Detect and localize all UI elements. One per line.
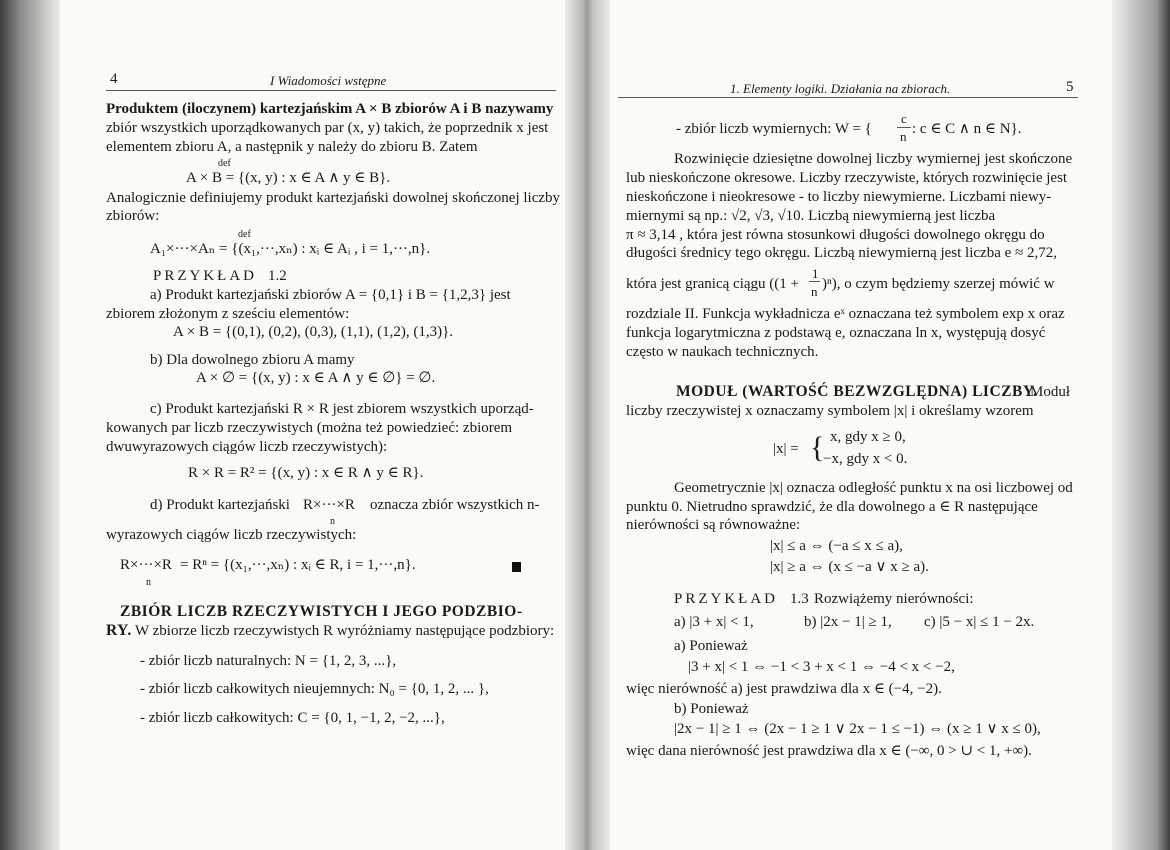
text-line: lub nieskończone okresowe. Liczby rzeczywiste, których rozwinięcie jest (626, 170, 1068, 186)
scan-shadow-left (0, 0, 60, 850)
text-line: nieskończone i nieokresowe - to liczby niewymierne. Liczbami niewy- (626, 189, 1052, 205)
text-line: c) Produkt kartezjański R × R jest zbiorem wszystkich uporząd- (150, 401, 534, 417)
text-line: długości średnicy tego okręgu. Liczbą niewymierną jest liczba e ≈ 2,72, (626, 245, 1058, 261)
text-line: d) Produkt kartezjański (150, 497, 290, 513)
fraction-num: c (901, 111, 907, 126)
running-head: I Wiadomości wstępne (270, 73, 387, 88)
formula: - zbiór liczb wymiernych: W = { (676, 121, 872, 137)
brace: { (810, 431, 825, 464)
text-line: nierówności są równoważne: (626, 517, 801, 533)
text-line: która jest granicą ciągu ((1 + (626, 276, 799, 292)
formula: |x| ≥ a ⇔ (x ≤ −a ∨ x ≥ a). (770, 559, 929, 575)
formula: −x, gdy x < 0. (823, 451, 908, 467)
text-line: b) Ponieważ (674, 701, 749, 717)
header-rule (106, 90, 556, 91)
formula: A × ∅ = {(x, y) : x ∈ A ∧ y ∈ ∅} = ∅. (196, 370, 436, 386)
formula: |2x − 1| ≥ 1 ⇔ (2x − 1 ≥ 1 ∨ 2x − 1 ≤ −1) ⇔ (x ≥ 1 ∨ x ≤ 0), (674, 721, 1041, 737)
text-line: rozdziale II. Funkcja wykładnicza eˣ oznaczana też symbolem exp x oraz (626, 306, 1065, 322)
text-line: liczby rzeczywistej x oznaczamy symbolem |x| i określamy wzorem (626, 403, 1034, 419)
formula: A × B = {(x, y) : x ∈ A ∧ y ∈ B}. (186, 170, 391, 186)
text-line: π ≈ 3,14 , która jest równa stosunkowi długości dowolnego okręgu do (626, 227, 1045, 243)
def-label: def (218, 158, 231, 169)
exercise-item: a) |3 + x| < 1, (674, 614, 754, 630)
formula: : c ∈ C ∧ n ∈ N}. (912, 121, 1022, 137)
header-rule (618, 97, 1078, 98)
text-line: funkcja logarytmiczna z podstawą e, oznaczana ln x, występują dosyć (626, 325, 1046, 341)
example-heading: PRZYKŁAD (674, 591, 779, 607)
example-number: 1.3 (790, 591, 809, 607)
text-line: zbiorem złożonym z sześciu elementów: (106, 306, 350, 322)
text-line: Analogicznie definiujemy produkt kartezjański dowolnej skończonej liczby (106, 190, 561, 206)
left-page (98, 0, 561, 850)
list-item: - zbiór liczb całkowitych: C = {0, 1, −1, 2, −2, ...}, (140, 710, 445, 726)
section-heading: ZBIÓR LICZB RZECZYWISTYCH I JEGO PODZBIO- (120, 603, 523, 620)
text-line: a) Ponieważ (674, 638, 748, 654)
text-line: miernymi są np.: √2, √3, √10. Liczbą niewymierną jest liczba (626, 208, 996, 224)
text-line: więc nierówność a) jest prawdziwa dla x ∈ (−4, −2). (626, 681, 942, 697)
formula: = Rⁿ = {(x₁,···,xₙ) : xᵢ ∈ R, i = 1,···,n}. (180, 557, 416, 573)
underbrace-label: n (330, 516, 335, 527)
book-gutter (565, 0, 610, 850)
formula: A × B = {(0,1), (0,2), (0,3), (1,1), (1,2), (1,3)}. (173, 324, 454, 340)
text-line: punktu 0. Nietrudno sprawdzić, że dla dowolnego a ∈ R następujące (626, 499, 1038, 515)
scan-shadow-right (1112, 0, 1170, 850)
formula: |x| = (773, 441, 799, 457)
text-line: oznacza zbiór wszystkich n- (370, 497, 540, 513)
formula: R × R = R² = {(x, y) : x ∈ R ∧ y ∈ R}. (188, 465, 424, 481)
fraction-num: 1 (812, 266, 819, 281)
page-number: 5 (1066, 79, 1074, 95)
text-line: zbiorów: (106, 208, 160, 224)
text-line: często w naukach technicznych. (626, 344, 819, 360)
text-line: Rozwiążemy nierówności: (814, 591, 974, 607)
example-heading: PRZYKŁAD (153, 268, 258, 284)
text-line: wyrazowych ciągów liczb rzeczywistych: (106, 527, 357, 543)
formula: x, gdy x ≥ 0, (830, 429, 906, 445)
underbrace-expr: R×···×R (303, 497, 355, 513)
fraction-den: n (900, 129, 907, 144)
text-line: )ⁿ), o czym będziemy szerzej mówić w (822, 276, 1055, 292)
text-line: dwuwyrazowych ciągów liczb rzeczywistych): (106, 439, 388, 455)
text-line: W zbiorze liczb rzeczywistych R wyróżniamy następujące podzbiory: (135, 623, 555, 639)
example-number: 1.2 (268, 268, 287, 284)
text-line: Geometrycznie |x| oznacza odległość punktu x na osi liczbowej od (674, 480, 1073, 496)
text-line: zbiór wszystkich uporządkowanych par (x, y) takich, że poprzednik x jest (106, 120, 549, 136)
text-line: Moduł (1030, 384, 1071, 400)
list-item: - zbiór liczb naturalnych: N = {1, 2, 3, ...}, (140, 653, 397, 669)
underbrace-label: n (146, 577, 151, 588)
text-line: więc dana nierówność jest prawdziwa dla x ∈ (−∞, 0 > ∪ < 1, +∞). (626, 743, 1032, 759)
fraction-den: n (811, 284, 818, 299)
text-line: Rozwinięcie dziesiętne dowolnej liczby wymiernej jest skończone (674, 151, 1073, 167)
text-line: Produktem (iloczynem) kartezjańskim A × B zbiorów A i B nazywamy (106, 101, 554, 117)
def-label: def (238, 229, 251, 240)
exercise-item: b) |2x − 1| ≥ 1, (804, 614, 892, 630)
section-heading: MODUŁ (WARTOŚĆ BEZWZGLĘDNA) LICZBY. (676, 383, 1038, 400)
underbrace-expr: R×···×R (120, 557, 172, 573)
running-head: 1. Elementy logiki. Działania na zbiorach. (730, 81, 951, 96)
section-heading-cont: RY. (106, 622, 132, 639)
text-line: elementem zbioru A, a następnik y należy do zbioru B. Zatem (106, 139, 478, 155)
formula: |3 + x| < 1 ⇔ −1 < 3 + x < 1 ⇔ −4 < x < −2, (688, 659, 955, 675)
formula: A₁×···×Aₙ = {(x₁,···,xₙ) : xᵢ ∈ Aᵢ , i = 1,···,n}. (150, 241, 431, 257)
right-page (618, 0, 1080, 850)
formula: |x| ≤ a ⇔ (−a ≤ x ≤ a), (770, 538, 903, 554)
end-of-example-mark (512, 562, 521, 572)
fraction-bar (809, 281, 820, 282)
page-number: 4 (110, 71, 118, 87)
text-line: kowanych par liczb rzeczywistych (można też powiedzieć: zbiorem (106, 420, 513, 436)
text-line: b) Dla dowolnego zbioru A mamy (150, 352, 355, 368)
text-line: a) Produkt kartezjański zbiorów A = {0,1} i B = {1,2,3} jest (150, 287, 511, 303)
list-item: - zbiór liczb całkowitych nieujemnych: N₀ = {0, 1, 2, ... }, (140, 681, 489, 697)
exercise-item: c) |5 − x| ≤ 1 − 2x. (924, 614, 1035, 630)
